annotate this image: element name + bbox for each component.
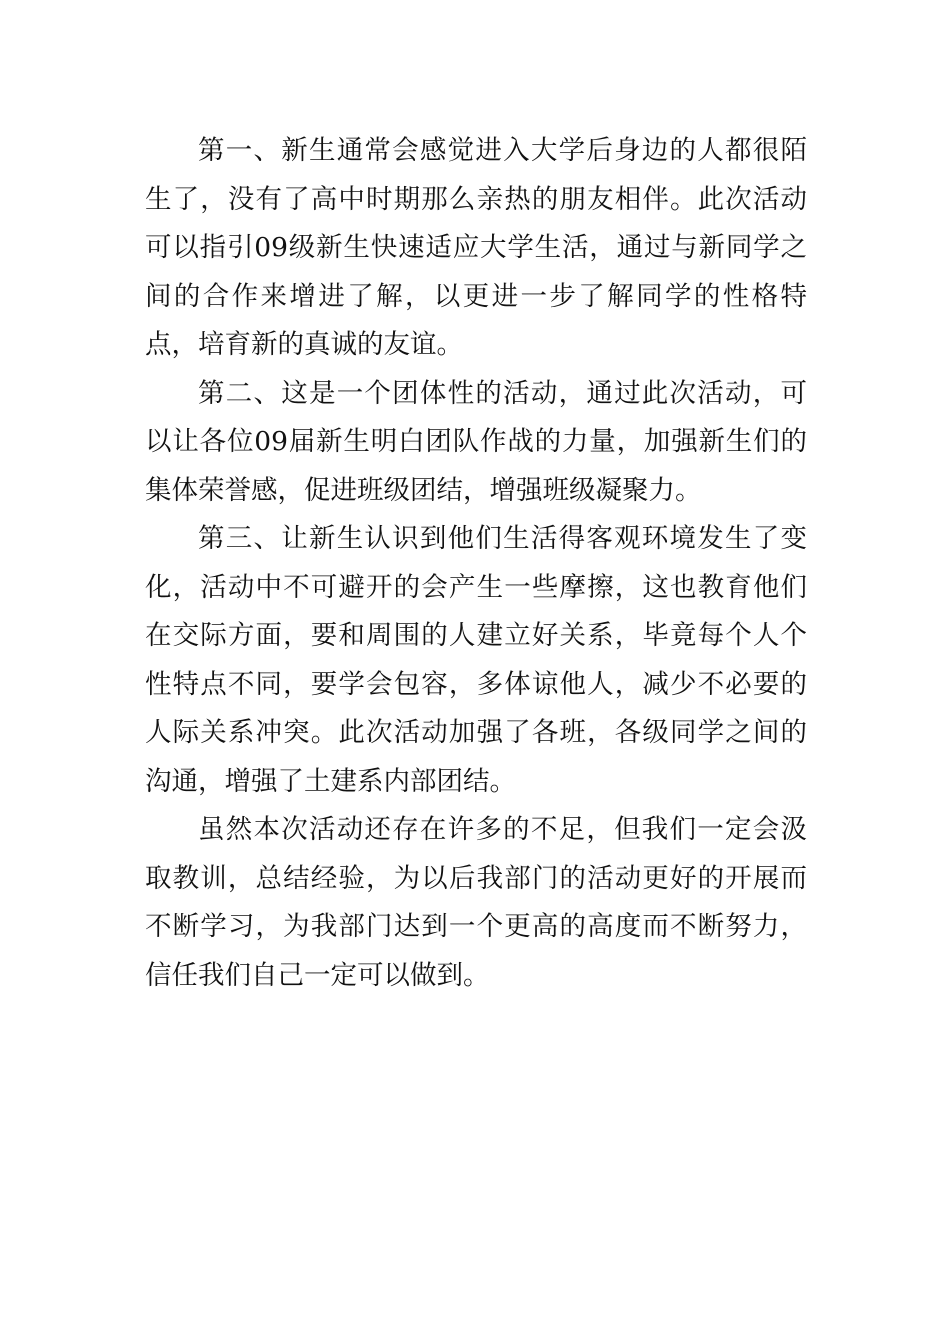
document-body <box>145 127 807 1000</box>
paragraph-4: 虽然本次活动还存在许多的不足，但我们一定会汲取教训，总结经验，为以后我部门的活动更好的开展而不断学习，为我部门达到一个更高的高度而不断努力，信任我们自己一定可以做到。 <box>145 814 807 991</box>
paragraph-2: 第二、这是一个团体性的活动，通过此次活动，可以让各位09届新生明白团队作战的力量，加强新生们的集体荣誉感，促进班级团结，增强班级凝聚力。 <box>145 377 807 506</box>
paragraph-3: 第三、让新生认识到他们生活得客观环境发生了变化，活动中不可避开的会产生一些摩擦，这也教育他们在交际方面，要和周围的人建立好关系，毕竟每个人个性特点不同，要学会包容，多体谅他人，减少不必要的人际关系冲突。此次活动加强了各班，各级同学之间的沟通，增强了土建系内部团结。 <box>145 523 807 797</box>
paragraph-1: 第一、新生通常会感觉进入大学后身边的人都很陌生了，没有了高中时期那么亲热的朋友相伴。此次活动可以指引09级新生快速适应大学生活，通过与新同学之间的合作来增进了解，以更进一步了解同学的性格特点，培育新的真诚的友谊。 <box>145 135 807 360</box>
